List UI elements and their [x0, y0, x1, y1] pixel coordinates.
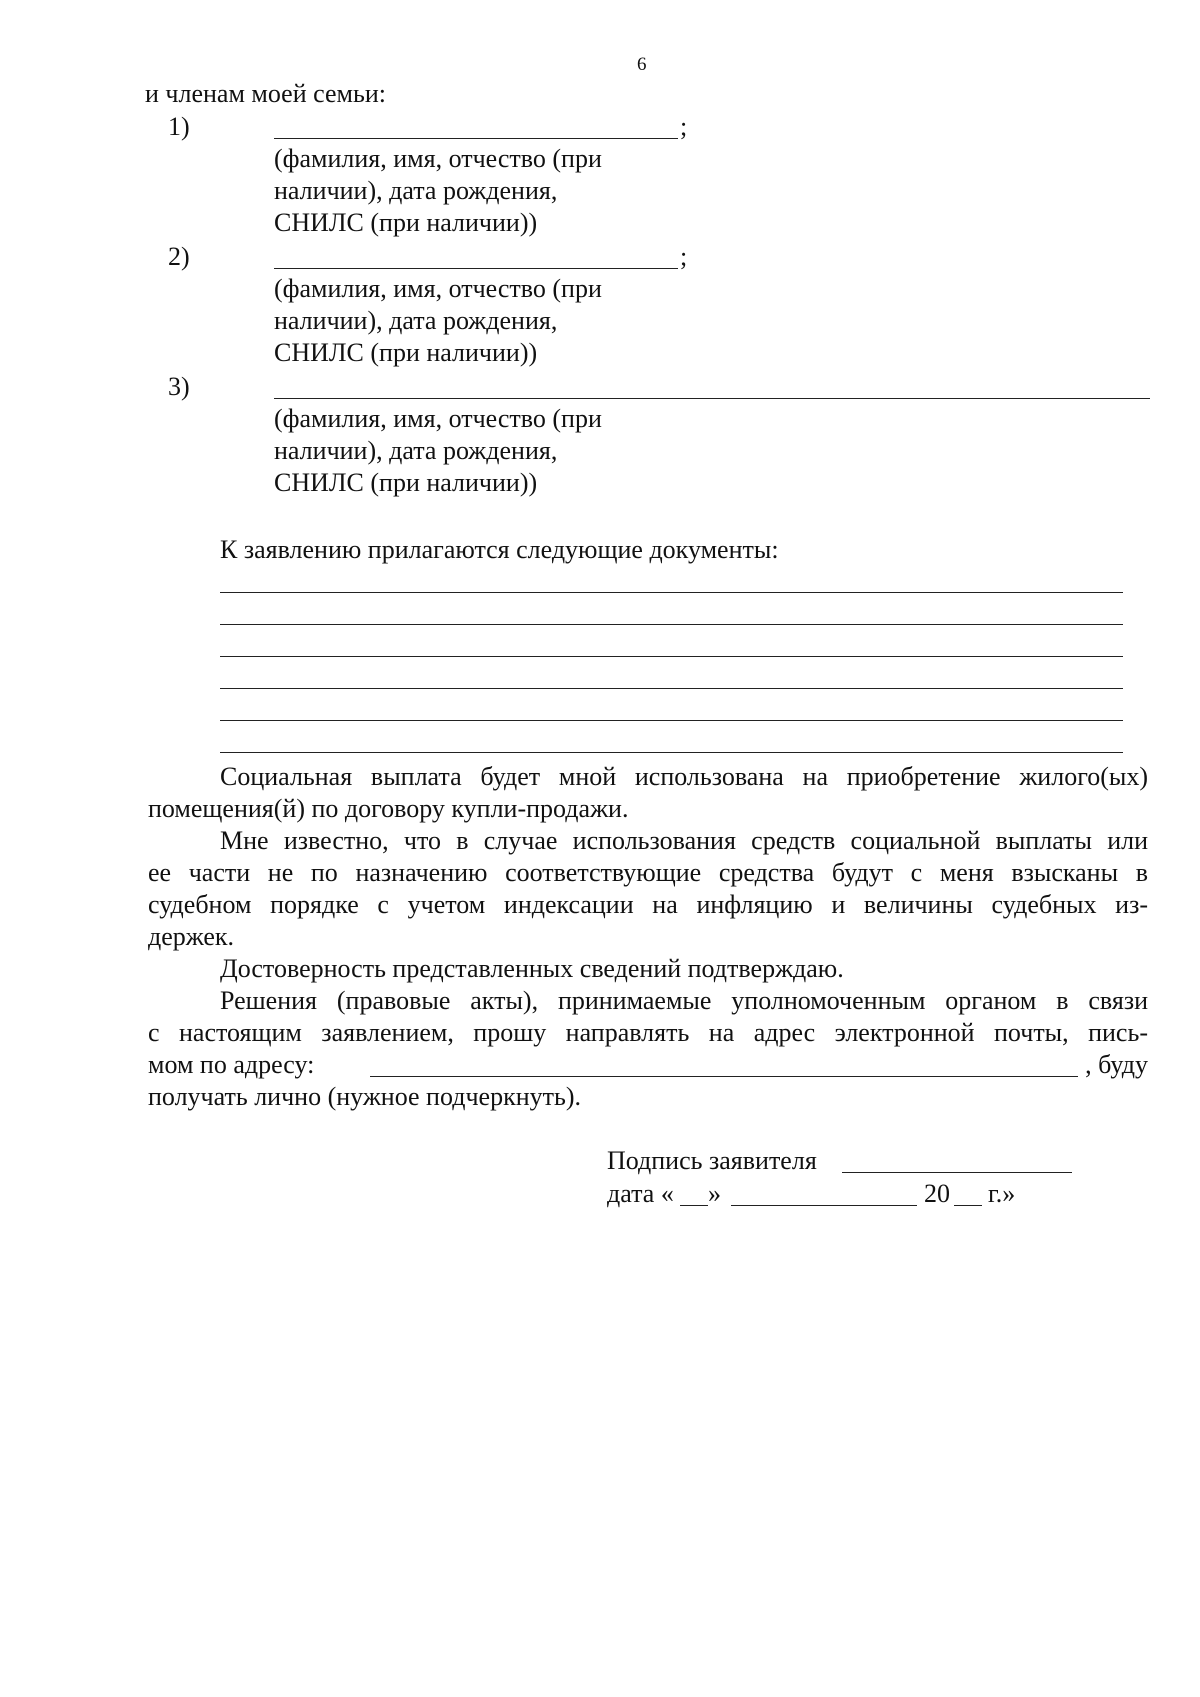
member-1-blank[interactable] — [274, 138, 678, 139]
awareness-line-4: держек. — [148, 922, 235, 951]
attachment-line-6[interactable] — [220, 752, 1123, 753]
member-2-caption-line-1: (фамилия, имя, отчество (при — [274, 274, 602, 303]
date-year-suffix: г.» — [988, 1179, 1016, 1208]
member-1-end: ; — [680, 112, 688, 141]
member-2-end: ; — [680, 242, 688, 271]
member-2-index: 2) — [168, 242, 190, 271]
member-2-caption-line-2: наличии), дата рождения, — [274, 306, 558, 335]
decisions-line-2: с настоящим заявлением, прошу направлять на адрес электронной почты, пись- — [148, 1018, 1148, 1047]
decisions-line-4: получать лично (нужное подчеркнуть). — [148, 1082, 581, 1111]
date-day-close: » — [708, 1179, 721, 1208]
social-payment-line-2: помещения(й) по договору купли-продажи. — [148, 794, 629, 823]
awareness-paragraph — [148, 825, 1148, 953]
member-2-blank[interactable] — [274, 268, 678, 269]
date-day-blank[interactable] — [680, 1205, 708, 1206]
address-line-end: , буду — [1085, 1050, 1148, 1079]
date-year-prefix: 20 — [924, 1179, 950, 1208]
attachment-line-4[interactable] — [220, 688, 1123, 689]
attachments-heading: К заявлению прилагаются следующие документы: — [220, 535, 779, 564]
date-month-blank[interactable] — [731, 1205, 917, 1206]
confirmation-line: Достоверность представленных сведений подтверждаю. — [220, 954, 844, 983]
family-intro: и членам моей семьи: — [145, 79, 386, 108]
member-2-caption-line-3: СНИЛС (при наличии)) — [274, 338, 538, 367]
decisions-line-1: Решения (правовые акты), принимаемые уполномоченным органом в связи — [220, 986, 1148, 1015]
attachment-line-5[interactable] — [220, 720, 1123, 721]
date-year-blank[interactable] — [954, 1205, 982, 1206]
confirmation-paragraph — [148, 953, 1148, 985]
member-1-caption-line-1: (фамилия, имя, отчество (при — [274, 144, 602, 173]
member-1-caption-line-2: наличии), дата рождения, — [274, 176, 558, 205]
awareness-line-2: ее части не по назначению соответствующие средства будут с меня взысканы в — [148, 858, 1148, 887]
social-payment-paragraph — [148, 761, 1148, 825]
address-input-line[interactable] — [370, 1076, 1078, 1077]
member-3-caption-line-1: (фамилия, имя, отчество (при — [274, 404, 602, 433]
signature-label: Подпись заявителя — [607, 1146, 817, 1175]
member-3-blank[interactable] — [274, 398, 1150, 399]
member-3-caption-line-3: СНИЛС (при наличии)) — [274, 468, 538, 497]
awareness-line-1: Мне известно, что в случае использования средств социальной выплаты или — [220, 826, 1148, 855]
social-payment-line-1: Социальная выплата будет мной использована на приобретение жилого(ых) — [220, 762, 1148, 791]
decisions-line-3 — [148, 1049, 1148, 1081]
member-1-index: 1) — [168, 112, 190, 141]
address-label: мом по адресу: — [148, 1050, 315, 1079]
page-number: 6 — [637, 54, 647, 75]
date-label: дата « — [607, 1179, 674, 1208]
attachment-line-3[interactable] — [220, 656, 1123, 657]
decisions-paragraph — [148, 985, 1148, 1113]
member-3-index: 3) — [168, 372, 190, 401]
attachment-line-1[interactable] — [220, 592, 1123, 593]
member-3-caption-line-2: наличии), дата рождения, — [274, 436, 558, 465]
member-1-caption-line-3: СНИЛС (при наличии)) — [274, 208, 538, 237]
attachment-line-2[interactable] — [220, 624, 1123, 625]
signature-line[interactable] — [842, 1172, 1072, 1173]
awareness-line-3: судебном порядке с учетом индексации на инфляцию и величины судебных из- — [148, 890, 1148, 919]
